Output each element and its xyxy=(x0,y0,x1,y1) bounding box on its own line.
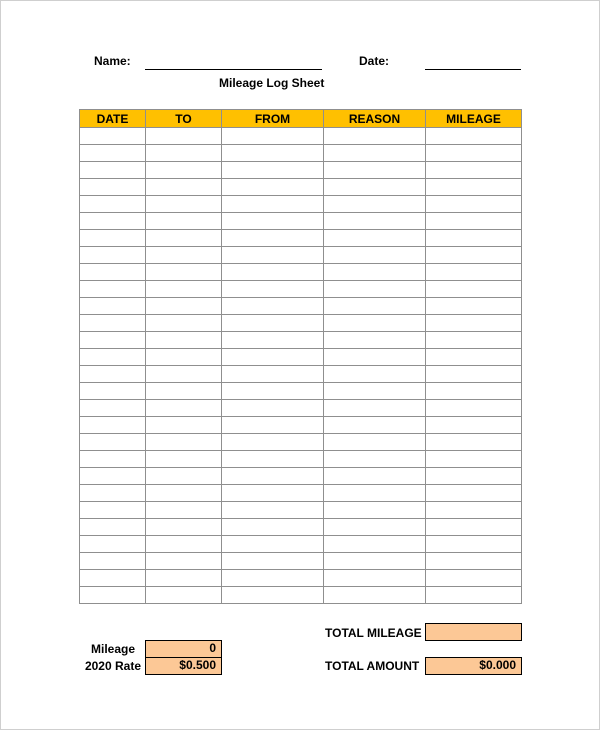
log-cell-reason[interactable] xyxy=(324,247,426,264)
log-cell-from[interactable] xyxy=(222,502,324,519)
log-cell-date[interactable] xyxy=(80,383,146,400)
log-cell-to[interactable] xyxy=(146,281,222,298)
log-cell-mileage[interactable] xyxy=(426,553,522,570)
page-title: Mileage Log Sheet xyxy=(219,76,325,90)
log-cell-reason[interactable] xyxy=(324,587,426,604)
log-cell-reason[interactable] xyxy=(324,179,426,196)
log-cell-date[interactable] xyxy=(80,502,146,519)
log-cell-date[interactable] xyxy=(80,536,146,553)
name-label: Name: xyxy=(94,54,131,68)
log-cell-reason[interactable] xyxy=(324,213,426,230)
mileage-label: Mileage xyxy=(90,642,135,656)
log-cell-date[interactable] xyxy=(80,332,146,349)
log-cell-from[interactable] xyxy=(222,230,324,247)
table-row xyxy=(80,179,522,196)
log-cell-reason[interactable] xyxy=(324,570,426,587)
log-cell-date[interactable] xyxy=(80,587,146,604)
table-row xyxy=(80,128,522,145)
total-mileage-value-cell[interactable] xyxy=(425,623,522,641)
log-cell-reason[interactable] xyxy=(324,162,426,179)
total-amount-label: TOTAL AMOUNT xyxy=(325,659,420,673)
log-cell-from[interactable] xyxy=(222,519,324,536)
total-amount-value-cell[interactable]: $0.000 xyxy=(425,657,522,675)
log-cell-mileage[interactable] xyxy=(426,502,522,519)
log-cell-to[interactable] xyxy=(146,349,222,366)
log-cell-to[interactable] xyxy=(146,196,222,213)
log-cell-mileage[interactable] xyxy=(426,519,522,536)
table-row xyxy=(80,315,522,332)
log-cell-to[interactable] xyxy=(146,298,222,315)
log-cell-from[interactable] xyxy=(222,485,324,502)
log-cell-to[interactable] xyxy=(146,587,222,604)
log-cell-from[interactable] xyxy=(222,451,324,468)
log-cell-mileage[interactable] xyxy=(426,298,522,315)
column-header-to: TO xyxy=(146,110,222,128)
log-cell-reason[interactable] xyxy=(324,502,426,519)
log-cell-to[interactable] xyxy=(146,162,222,179)
log-cell-reason[interactable] xyxy=(324,281,426,298)
log-cell-date[interactable] xyxy=(80,145,146,162)
log-cell-reason[interactable] xyxy=(324,332,426,349)
log-cell-reason[interactable] xyxy=(324,196,426,213)
log-cell-date[interactable] xyxy=(80,400,146,417)
log-cell-to[interactable] xyxy=(146,485,222,502)
log-cell-date[interactable] xyxy=(80,553,146,570)
log-cell-to[interactable] xyxy=(146,264,222,281)
log-cell-to[interactable] xyxy=(146,247,222,264)
log-cell-from[interactable] xyxy=(222,587,324,604)
log-cell-to[interactable] xyxy=(146,366,222,383)
log-cell-from[interactable] xyxy=(222,162,324,179)
rate-label: 2020 Rate xyxy=(84,659,141,673)
log-cell-from[interactable] xyxy=(222,383,324,400)
column-header-mileage: MILEAGE xyxy=(426,110,522,128)
log-cell-date[interactable] xyxy=(80,196,146,213)
rate-value-cell[interactable]: $0.500 xyxy=(145,657,222,675)
table-row xyxy=(80,400,522,417)
log-cell-date[interactable] xyxy=(80,468,146,485)
log-cell-reason[interactable] xyxy=(324,417,426,434)
log-cell-from[interactable] xyxy=(222,196,324,213)
log-cell-mileage[interactable] xyxy=(426,230,522,247)
log-cell-from[interactable] xyxy=(222,434,324,451)
log-cell-date[interactable] xyxy=(80,128,146,145)
log-cell-reason[interactable] xyxy=(324,366,426,383)
log-cell-from[interactable] xyxy=(222,179,324,196)
log-cell-from[interactable] xyxy=(222,536,324,553)
log-cell-from[interactable] xyxy=(222,298,324,315)
log-cell-mileage[interactable] xyxy=(426,179,522,196)
log-cell-from[interactable] xyxy=(222,468,324,485)
table-header-row xyxy=(80,110,522,128)
log-cell-reason[interactable] xyxy=(324,536,426,553)
log-cell-date[interactable] xyxy=(80,366,146,383)
table-row xyxy=(80,570,522,587)
log-cell-from[interactable] xyxy=(222,400,324,417)
log-cell-mileage[interactable] xyxy=(426,417,522,434)
log-cell-from[interactable] xyxy=(222,281,324,298)
table-row xyxy=(80,502,522,519)
log-cell-to[interactable] xyxy=(146,213,222,230)
log-cell-from[interactable] xyxy=(222,349,324,366)
mileage-value-cell[interactable]: 0 xyxy=(145,640,222,658)
log-cell-date[interactable] xyxy=(80,570,146,587)
log-cell-from[interactable] xyxy=(222,247,324,264)
log-cell-to[interactable] xyxy=(146,332,222,349)
log-cell-reason[interactable] xyxy=(324,298,426,315)
log-cell-mileage[interactable] xyxy=(426,145,522,162)
log-cell-date[interactable] xyxy=(80,179,146,196)
log-cell-date[interactable] xyxy=(80,213,146,230)
log-cell-reason[interactable] xyxy=(324,383,426,400)
log-cell-to[interactable] xyxy=(146,315,222,332)
table-row xyxy=(80,162,522,179)
log-cell-date[interactable] xyxy=(80,451,146,468)
table-row xyxy=(80,230,522,247)
log-cell-date[interactable] xyxy=(80,434,146,451)
table-row xyxy=(80,383,522,400)
table-row xyxy=(80,145,522,162)
log-cell-reason[interactable] xyxy=(324,264,426,281)
log-cell-mileage[interactable] xyxy=(426,213,522,230)
table-row xyxy=(80,553,522,570)
table-row xyxy=(80,417,522,434)
log-cell-reason[interactable] xyxy=(324,128,426,145)
log-cell-to[interactable] xyxy=(146,570,222,587)
table-row xyxy=(80,366,522,383)
log-cell-mileage[interactable] xyxy=(426,315,522,332)
log-cell-reason[interactable] xyxy=(324,315,426,332)
log-cell-from[interactable] xyxy=(222,264,324,281)
log-cell-mileage[interactable] xyxy=(426,383,522,400)
log-cell-reason[interactable] xyxy=(324,349,426,366)
table-row xyxy=(80,451,522,468)
log-cell-date[interactable] xyxy=(80,298,146,315)
log-cell-reason[interactable] xyxy=(324,434,426,451)
total-mileage-label: TOTAL MILEAGE xyxy=(325,626,422,640)
log-cell-mileage[interactable] xyxy=(426,281,522,298)
log-cell-mileage[interactable] xyxy=(426,264,522,281)
table-row xyxy=(80,536,522,553)
date-field-line[interactable] xyxy=(425,69,521,70)
log-cell-reason[interactable] xyxy=(324,451,426,468)
log-cell-from[interactable] xyxy=(222,128,324,145)
log-cell-to[interactable] xyxy=(146,468,222,485)
log-cell-mileage[interactable] xyxy=(426,247,522,264)
log-cell-date[interactable] xyxy=(80,281,146,298)
date-label: Date: xyxy=(359,54,390,68)
log-cell-mileage[interactable] xyxy=(426,400,522,417)
log-cell-reason[interactable] xyxy=(324,400,426,417)
table-row xyxy=(80,485,522,502)
log-cell-mileage[interactable] xyxy=(426,332,522,349)
log-cell-date[interactable] xyxy=(80,247,146,264)
log-cell-mileage[interactable] xyxy=(426,485,522,502)
log-cell-date[interactable] xyxy=(80,264,146,281)
log-cell-mileage[interactable] xyxy=(426,536,522,553)
log-cell-date[interactable] xyxy=(80,230,146,247)
log-cell-mileage[interactable] xyxy=(426,128,522,145)
table-row xyxy=(80,332,522,349)
log-cell-date[interactable] xyxy=(80,519,146,536)
log-cell-from[interactable] xyxy=(222,315,324,332)
log-cell-to[interactable] xyxy=(146,451,222,468)
column-header-from: FROM xyxy=(222,110,324,128)
log-cell-mileage[interactable] xyxy=(426,434,522,451)
table-body xyxy=(80,128,522,604)
log-cell-to[interactable] xyxy=(146,536,222,553)
log-cell-to[interactable] xyxy=(146,553,222,570)
table-row xyxy=(80,298,522,315)
table-row xyxy=(80,434,522,451)
table-row xyxy=(80,281,522,298)
log-cell-to[interactable] xyxy=(146,519,222,536)
log-cell-date[interactable] xyxy=(80,485,146,502)
log-cell-mileage[interactable] xyxy=(426,587,522,604)
log-cell-from[interactable] xyxy=(222,553,324,570)
log-cell-to[interactable] xyxy=(146,128,222,145)
log-cell-mileage[interactable] xyxy=(426,570,522,587)
column-header-date: DATE xyxy=(80,110,146,128)
name-field-line[interactable] xyxy=(145,69,322,70)
table-row xyxy=(80,468,522,485)
log-cell-reason[interactable] xyxy=(324,553,426,570)
log-cell-to[interactable] xyxy=(146,179,222,196)
table-row xyxy=(80,264,522,281)
table-row xyxy=(80,247,522,264)
log-cell-mileage[interactable] xyxy=(426,162,522,179)
table-row xyxy=(80,213,522,230)
table-row xyxy=(80,519,522,536)
log-cell-mileage[interactable] xyxy=(426,349,522,366)
log-cell-from[interactable] xyxy=(222,213,324,230)
log-cell-to[interactable] xyxy=(146,434,222,451)
log-cell-to[interactable] xyxy=(146,417,222,434)
log-cell-date[interactable] xyxy=(80,417,146,434)
mileage-log-table xyxy=(79,109,522,604)
log-cell-date[interactable] xyxy=(80,349,146,366)
log-cell-from[interactable] xyxy=(222,366,324,383)
log-cell-mileage[interactable] xyxy=(426,468,522,485)
table-row xyxy=(80,349,522,366)
column-header-reason: REASON xyxy=(324,110,426,128)
log-cell-to[interactable] xyxy=(146,145,222,162)
table-row xyxy=(80,587,522,604)
log-cell-from[interactable] xyxy=(222,145,324,162)
log-cell-to[interactable] xyxy=(146,400,222,417)
log-cell-from[interactable] xyxy=(222,417,324,434)
log-cell-to[interactable] xyxy=(146,230,222,247)
log-cell-date[interactable] xyxy=(80,162,146,179)
log-cell-reason[interactable] xyxy=(324,230,426,247)
log-cell-reason[interactable] xyxy=(324,485,426,502)
log-cell-mileage[interactable] xyxy=(426,196,522,213)
log-cell-mileage[interactable] xyxy=(426,366,522,383)
log-cell-date[interactable] xyxy=(80,315,146,332)
log-cell-from[interactable] xyxy=(222,570,324,587)
log-cell-mileage[interactable] xyxy=(426,451,522,468)
log-cell-reason[interactable] xyxy=(324,519,426,536)
table-row xyxy=(80,196,522,213)
log-cell-reason[interactable] xyxy=(324,468,426,485)
log-cell-to[interactable] xyxy=(146,383,222,400)
log-cell-from[interactable] xyxy=(222,332,324,349)
log-cell-reason[interactable] xyxy=(324,145,426,162)
log-cell-to[interactable] xyxy=(146,502,222,519)
